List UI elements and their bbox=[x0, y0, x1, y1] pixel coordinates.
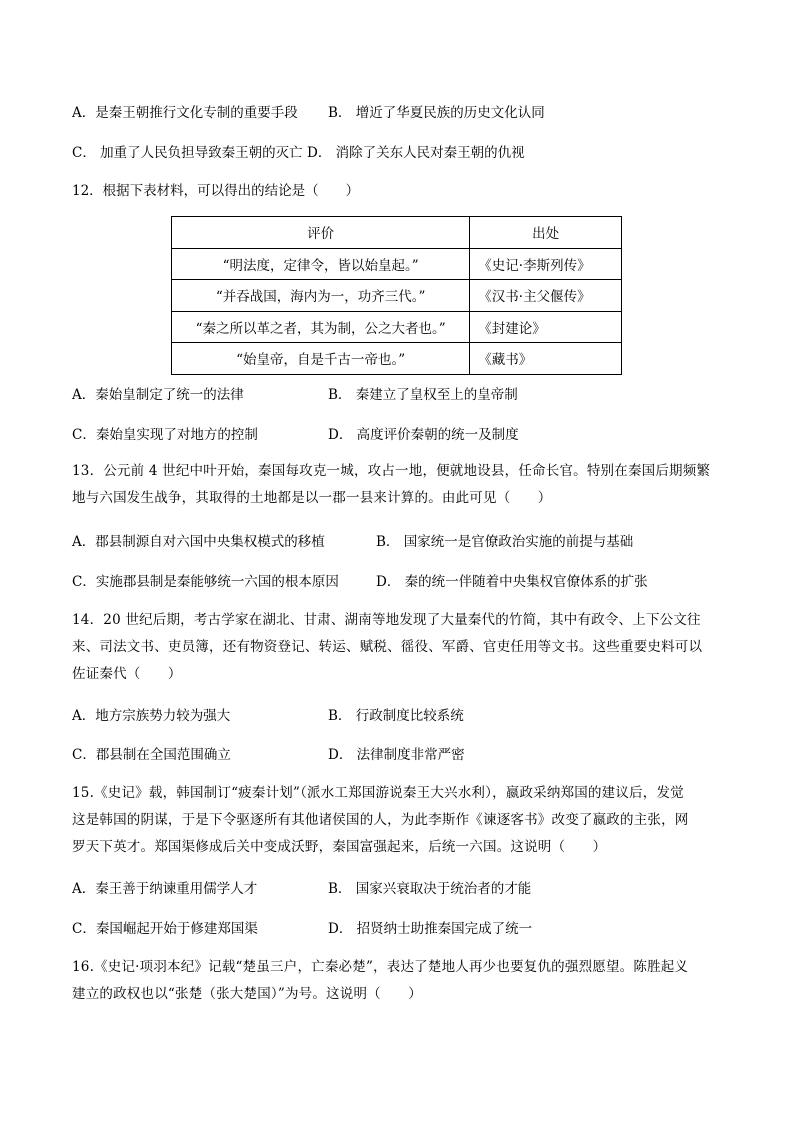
q16-stem-line: 16.《史记·项羽本纪》记载“楚虽三户，亡秦必楚”，表达了楚地人再少也要复仇的强烈愿望。陈胜起义 bbox=[72, 959, 689, 975]
q14-option-c: C．郡县制在全国范围确立 bbox=[72, 747, 231, 763]
table-row bbox=[172, 248, 622, 280]
q14-option-b: B． 行政制度比较系统 bbox=[328, 708, 464, 724]
table-row bbox=[172, 311, 622, 343]
q15-option-b: B． 国家兴衰取决于统治者的才能 bbox=[328, 881, 532, 897]
table-cell-source: 《汉书·主父偃传》 bbox=[470, 280, 622, 312]
q14-stem-line: 14．20 世纪后期，考古学家在湖北、甘肃、湖南等地发现了大量秦代的竹简，其中有政令、上下公文往 bbox=[72, 612, 701, 628]
q13-option-d: D． 秦的统一伴随着中央集权官僚体系的扩张 bbox=[376, 574, 648, 590]
q13-option-a: A．郡县制源自对六国中央集权模式的移植 bbox=[72, 534, 325, 550]
q13-stem-line: 13．公元前 4 世纪中叶开始，秦国每攻克一城，攻占一地，便就地设县，任命长官。特别在秦国后期频繁 bbox=[72, 463, 711, 479]
table-header-source: 出处 bbox=[470, 217, 622, 249]
q12-option-a: A．秦始皇制定了统一的法律 bbox=[72, 387, 244, 403]
q13-stem-line: 地与六国发生战争，其取得的土地都是以一郡一县来计算的。由此可见（ ） bbox=[72, 490, 552, 506]
table-row bbox=[172, 343, 622, 375]
q12-stem: 12．根据下表材料，可以得出的结论是（ ） bbox=[72, 183, 360, 199]
q16-stem bbox=[72, 954, 722, 1008]
q15-stem-line: 15.《史记》载，韩国制订“疲秦计划”（派水工郑国游说秦王大兴水利），嬴政采纳郑国的建议后，发觉 bbox=[72, 785, 684, 801]
q13-option-c: C．实施郡县制是秦能够统一六国的根本原因 bbox=[72, 574, 339, 590]
q12-table bbox=[171, 216, 622, 375]
q15-stem bbox=[72, 780, 722, 861]
table-cell-source: 《藏书》 bbox=[470, 343, 622, 375]
q15-option-d: D． 招贤纳士助推秦国完成了统一 bbox=[328, 921, 533, 937]
q12-option-b: B． 秦建立了皇权至上的皇帝制 bbox=[328, 387, 518, 403]
table-cell-source: 《史记·李斯列传》 bbox=[470, 248, 622, 280]
q11-option-c: C． 加重了人民负担导致秦王朝的灭亡 bbox=[72, 145, 303, 161]
q12-option-c: C．秦始皇实现了对地方的控制 bbox=[72, 427, 258, 443]
q14-stem-line: 来、司法文书、吏员簿，还有物资登记、转运、赋税、徭役、军爵、官吏任用等文书。这些重要史料可以 bbox=[72, 639, 703, 655]
table-cell-evaluation: “始皇帝，自是千古一帝也。” bbox=[172, 343, 470, 375]
q14-stem-line: 佐证秦代（ ） bbox=[72, 666, 182, 682]
q16-stem-line: 建立的政权也以“张楚（张大楚国）”为号。这说明（ ） bbox=[72, 986, 422, 1002]
table-cell-source: 《封建论》 bbox=[470, 311, 622, 343]
q15-stem-line: 这是韩国的阴谋，于是下令驱逐所有其他诸侯国的人，为此李斯作《谏逐客书》改变了嬴政的主张，网 bbox=[72, 812, 689, 828]
table-cell-evaluation: “并吞战国，海内为一，功齐三代。” bbox=[172, 280, 470, 312]
table-header-evaluation: 评价 bbox=[172, 217, 470, 249]
q15-stem-line: 罗天下英才。郑国渠修成后关中变成沃野，秦国富强起来，后统一六国。这说明（ ） bbox=[72, 839, 607, 855]
q13-option-b: B． 国家统一是官僚政治实施的前提与基础 bbox=[376, 534, 634, 550]
q15-option-a: A．秦王善于纳谏重用儒学人才 bbox=[72, 881, 258, 897]
table-cell-evaluation: “明法度，定律令，皆以始皇起。” bbox=[172, 248, 470, 280]
q12-option-d: D． 高度评价秦朝的统一及制度 bbox=[328, 427, 519, 443]
table-cell-evaluation: “秦之所以革之者，其为制，公之大者也。” bbox=[172, 311, 470, 343]
q11-option-a: A．是秦王朝推行文化专制的重要手段 bbox=[72, 105, 298, 121]
q13-stem bbox=[72, 458, 722, 512]
table-header-row bbox=[172, 217, 622, 249]
q14-option-d: D． 法律制度非常严密 bbox=[328, 747, 465, 763]
q14-stem bbox=[72, 607, 722, 688]
q15-option-c: C．秦国崛起开始于修建郑国渠 bbox=[72, 921, 258, 937]
q11-option-b: B． 增近了华夏民族的历史文化认同 bbox=[328, 105, 545, 121]
q11-option-d: D． 消除了关东人民对秦王朝的仇视 bbox=[307, 145, 525, 161]
table-row bbox=[172, 280, 622, 312]
q14-option-a: A．地方宗族势力较为强大 bbox=[72, 708, 231, 724]
